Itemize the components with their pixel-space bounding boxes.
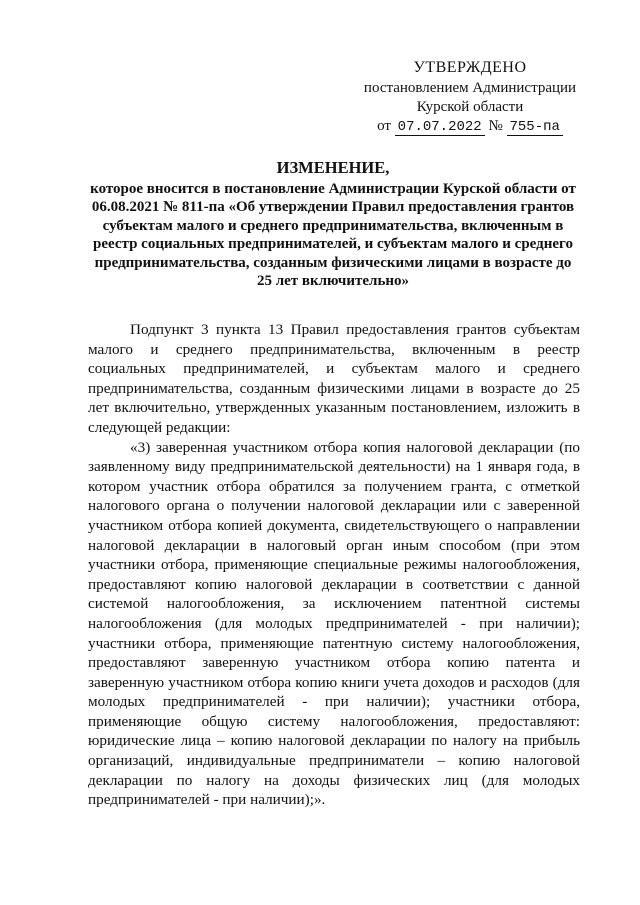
number-prefix: № (488, 118, 503, 134)
approval-line-1: постановлением Администрации (363, 80, 577, 96)
approval-heading: УТВЕРЖДЕНО (413, 59, 527, 76)
approval-reference (350, 117, 590, 137)
approval-number: 755-па (507, 119, 563, 136)
document-body (88, 320, 580, 810)
body-paragraph-1: Подпункт 3 пункта 13 Правил предоставления грантов субъектам малого и среднего предпринимательства, включенным в реестр социальных предпринимателей, и субъектам малого и среднего предпринимательства, созданным физическими лицами в возрасте до 25 лет включительно, утвержденных указанным постановлением, изложить в следующей редакции: (88, 321, 580, 436)
approval-date: 07.07.2022 (395, 119, 485, 136)
document-subtitle: которое вносится в постановление Администрации Курской области от 06.08.2021 № 811-па «Об утверждении Правил предоставления грантов субъектам малого и среднего предпринимательства, включенным в реестр социальных предпринимателей, и субъектам малого и среднего предпринимательства, созданным физическими лицами в возрасте до 25 лет включительно» (90, 180, 576, 289)
date-prefix: от (377, 118, 391, 134)
document-title-block (86, 159, 580, 291)
body-paragraph-2: «3) заверенная участником отбора копия налоговой декларации (по заявленному виду предпринимательской деятельности) на 1 января года, в котором участник отбора обратился за получением гранта, с отметкой налогового органа о получении налоговой декларации или с заверенной участником отбора копией документа, свидетельствующего о направлении налоговой декларации в налоговый орган иным способом (при этом участники отбора, применяющие специальные режимы налогообложения, предоставляют копию налоговой декларации в соответствии с данной системой налогообложения, за исключением патентной системы налогообложения (для молодых предпринимателей - при наличии); участники отбора, применяющие патентную систему налогообложения, предоставляют заверенную участником отбора копию патента и заверенную участником отбора копию книги учета доходов и расходов (для молодых предпринимателей - при наличии); участники отбора, применяющие общую систему налогообложения, предоставляют: юридические лица – копию налоговой декларации по налогу на прибыль организаций, индивидуальные предприниматели – копию налоговой декларации по налогу на доходы физических лиц (для молодых предпринимателей - при наличии);». (88, 438, 580, 809)
approval-stamp (350, 58, 590, 137)
approval-line-2: Курской области (416, 99, 524, 115)
document-title: ИЗМЕНЕНИЕ, (276, 158, 390, 177)
